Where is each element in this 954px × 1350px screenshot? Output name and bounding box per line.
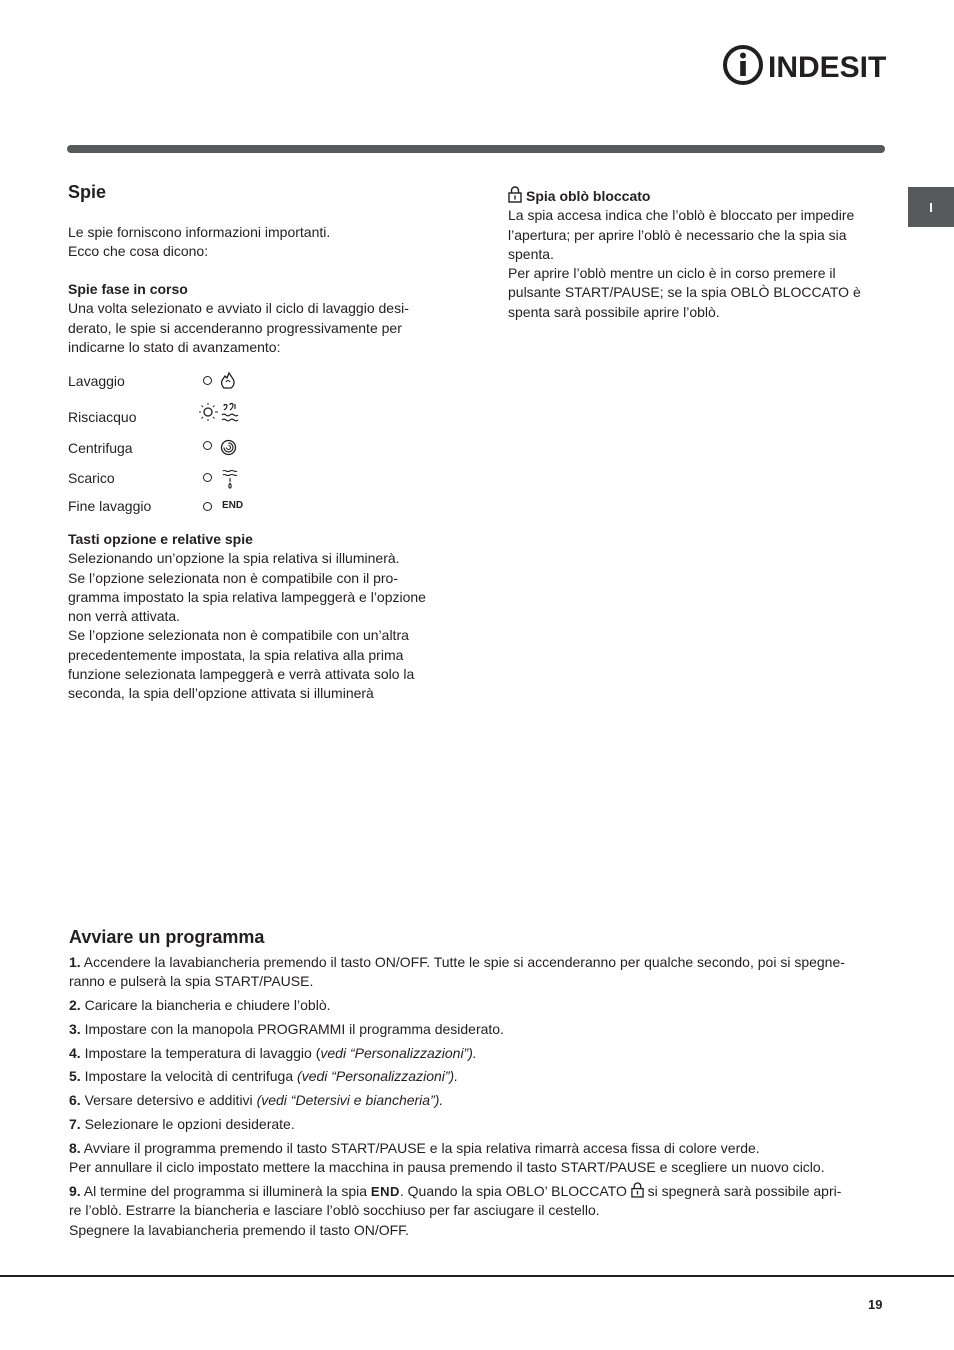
intro-line: Le spie forniscono informazioni importanti. xyxy=(68,224,331,240)
step-text: Caricare la biancheria e chiudere l’oblò. xyxy=(80,997,331,1014)
lock-icon xyxy=(508,186,522,203)
end-icon: END xyxy=(222,500,244,511)
wash-hands-icon xyxy=(219,370,237,390)
para-line: l’apertura; per aprire l’oblò è necessario che la spia sia xyxy=(508,226,847,243)
spie-intro xyxy=(68,223,330,262)
phase-label-fine-lavaggio: Fine lavaggio xyxy=(68,498,152,514)
subheading-tasti-opzione: Tasti opzione e relative spie xyxy=(68,531,253,547)
step-reference: (vedi “Personalizzazioni”). xyxy=(297,1068,459,1085)
led-blinking-icon xyxy=(197,402,219,422)
step-text: Impostare la velocità di centrifuga xyxy=(80,1068,298,1085)
para-line: non verrà attivata. xyxy=(68,608,181,625)
step-text: Impostare con la manopola PROGRAMMI il programma desiderato. xyxy=(80,1020,504,1037)
para-line: Una volta selezionato e avviato il ciclo di lavaggio desi- xyxy=(68,300,409,317)
step-1 xyxy=(69,953,889,992)
phase-led xyxy=(203,473,212,482)
step-text: Versare detersivo e additivi xyxy=(80,1092,257,1109)
subheading-spie-fase: Spie fase in corso xyxy=(68,281,188,297)
para-line: pulsante START/PAUSE; se la spia OBLÒ BLOCCATO è xyxy=(508,284,861,301)
para-line: spenta. xyxy=(508,245,554,262)
phase-label-risciacquo: Risciacquo xyxy=(68,409,137,425)
step-text: si spegnerà sarà possibile apri- xyxy=(643,1182,842,1199)
step-number: 8. xyxy=(69,1139,81,1156)
phase-label-scarico: Scarico xyxy=(68,470,115,486)
steps-list xyxy=(69,953,889,1244)
tasti-opzione-block xyxy=(68,530,458,704)
para-line: funzione selezionata lampeggerà e verrà attivata solo la xyxy=(68,666,415,683)
step-text: Selezionare le opzioni desiderate. xyxy=(80,1116,295,1133)
bottom-divider xyxy=(0,1275,954,1277)
step-reference: vedi “Personalizzazioni”). xyxy=(320,1044,477,1061)
para-line: precedentemente impostata, la spia relativa alla prima xyxy=(68,646,404,663)
language-tab: I xyxy=(908,187,954,227)
lock-icon xyxy=(631,1182,644,1198)
para-line: derato, le spie si accenderanno progressivamente per xyxy=(68,319,402,336)
section-title-avviare: Avviare un programma xyxy=(69,927,265,947)
step-text: Spegnere la lavabiancheria premendo il tasto ON/OFF. xyxy=(69,1221,410,1238)
para-line: seconda, la spia dell’opzione attivata si illuminerà xyxy=(68,685,374,702)
step-text: ranno e pulserà la spia START/PAUSE. xyxy=(69,973,314,990)
para-line: spenta sarà possibile aprire l’oblò. xyxy=(508,303,720,320)
spin-icon xyxy=(220,439,237,456)
para-line: indicarne lo stato di avanzamento: xyxy=(68,338,281,355)
step-text: Al termine del programma si illuminerà la spia xyxy=(80,1182,371,1199)
phase-label-centrifuga: Centrifuga xyxy=(68,440,133,456)
phase-led xyxy=(203,502,212,511)
step-text: re l’oblò. Estrarre la biancheria e lasciare l’oblò socchiuso per far asciugare il cestello. xyxy=(69,1202,600,1219)
phase-led xyxy=(203,376,212,385)
step-number: 2. xyxy=(69,997,81,1014)
step-number: 6. xyxy=(69,1092,81,1109)
step-number: 4. xyxy=(69,1044,81,1061)
rinse-icon xyxy=(221,402,239,424)
step-2 xyxy=(69,996,889,1015)
step-text: Impostare la temperatura di lavaggio ( xyxy=(80,1044,321,1061)
step-text: Accendere la lavabiancheria premendo il tasto ON/OFF. Tutte le spie si accenderanno per qualche secondo, poi si spegne- xyxy=(80,954,845,970)
step-number: 5. xyxy=(69,1068,81,1085)
para-line: Per aprire l’oblò mentre un ciclo è in corso premere il xyxy=(508,265,836,282)
brand-wordmark: INDESIT xyxy=(768,51,887,84)
para-line: La spia accesa indica che l’oblò è bloccato per impedire xyxy=(508,207,855,224)
step-9 xyxy=(69,1182,889,1240)
step-number: 3. xyxy=(69,1020,81,1037)
step-7 xyxy=(69,1115,889,1134)
step-8 xyxy=(69,1139,889,1178)
step-5 xyxy=(69,1067,889,1086)
indesit-logo xyxy=(722,44,887,86)
intro-line: Ecco che cosa dicono: xyxy=(68,243,209,260)
step-4 xyxy=(69,1044,889,1063)
step-reference: (vedi “Detersivi e biancheria”). xyxy=(256,1092,444,1109)
phase-label-lavaggio: Lavaggio xyxy=(68,373,125,389)
step-text: Per annullare il ciclo impostato mettere la macchina in pausa premendo il tasto START/PAUSE e scegliere un nuovo ciclo. xyxy=(69,1159,825,1176)
phase-led xyxy=(203,441,212,450)
para-line: Se l’opzione selezionata non è compatibile con un’altra xyxy=(68,627,409,644)
section-title-spie: Spie xyxy=(68,182,107,202)
step-6 xyxy=(69,1091,889,1110)
step-number: 1. xyxy=(69,954,81,970)
spia-oblo-heading: Spia oblò bloccato xyxy=(526,188,651,204)
step-number: 7. xyxy=(69,1116,81,1133)
end-symbol: END xyxy=(370,1183,400,1199)
step-number: 9. xyxy=(69,1182,81,1199)
spia-oblo-block xyxy=(508,186,898,322)
page-number: 19 xyxy=(868,1297,883,1312)
para-line: Se l’opzione selezionata non è compatibile con il pro- xyxy=(68,569,398,586)
top-divider xyxy=(67,145,885,153)
step-text: . Quando la spia OBLO’ BLOCCATO xyxy=(399,1182,631,1199)
subheading-spia-oblo xyxy=(508,186,898,206)
spie-fase-block xyxy=(68,280,458,357)
para-line: gramma impostato la spia relativa lampeggerà e l’opzione xyxy=(68,588,426,605)
step-text: Avviare il programma premendo il tasto START/PAUSE e la spia relativa rimarrà accesa fissa di colore verde. xyxy=(80,1139,760,1156)
step-3 xyxy=(69,1020,889,1039)
drain-icon xyxy=(222,468,238,490)
para-line: Selezionando un’opzione la spia relativa si illuminerà. xyxy=(68,550,400,567)
